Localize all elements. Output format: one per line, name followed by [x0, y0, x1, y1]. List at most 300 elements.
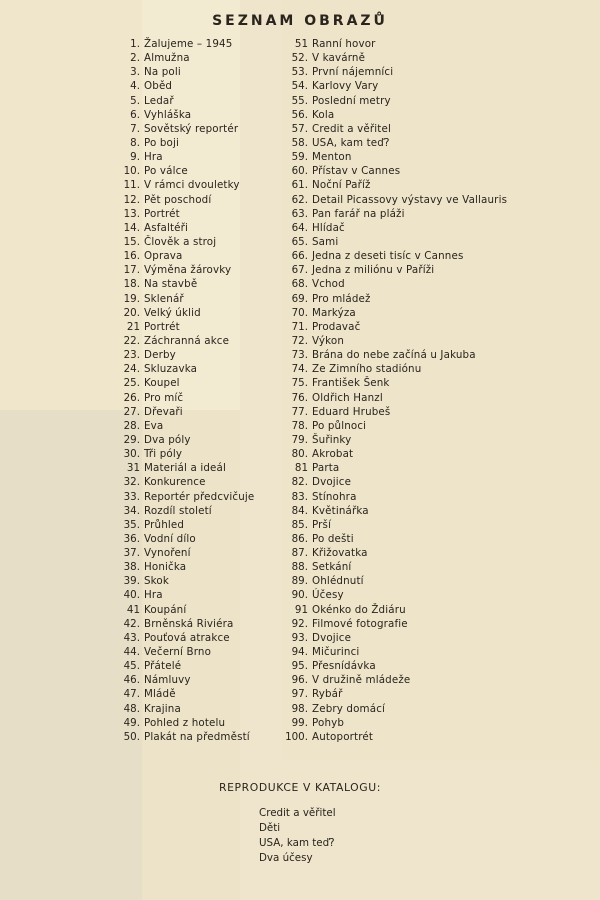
list-item	[280, 164, 507, 178]
item-title: Žalujeme – 1945	[144, 38, 233, 50]
item-title: Rozdíl století	[144, 504, 212, 517]
item-title: Po boji	[144, 136, 180, 149]
list-item	[280, 603, 507, 617]
list-item	[112, 348, 254, 362]
list-item	[280, 631, 507, 645]
item-title: Derby	[144, 349, 176, 362]
list-item	[280, 376, 507, 390]
item-title: Výkon	[312, 334, 345, 347]
reproduction-item: USA, kam teď?	[259, 837, 335, 849]
item-number: 96.	[291, 674, 308, 687]
list-item	[112, 631, 254, 645]
item-title: Autoportrét	[312, 730, 374, 743]
item-title: Dvojice	[312, 476, 352, 489]
list-item	[280, 433, 507, 447]
list-item	[112, 79, 254, 93]
list-item	[112, 588, 254, 602]
item-title: Záchranná akce	[144, 334, 230, 347]
item-title: Po válce	[144, 165, 188, 178]
item-number: 39.	[123, 575, 140, 588]
list-item	[280, 673, 507, 687]
item-title: Oldřich Hanzl	[312, 391, 383, 404]
list-item	[280, 235, 507, 249]
list-item	[112, 730, 254, 744]
list-item	[112, 475, 254, 489]
item-title: Pan farář na pláži	[312, 207, 405, 220]
item-title: Skluzavka	[144, 363, 198, 376]
list-item	[112, 560, 254, 574]
item-number: 62.	[291, 193, 308, 206]
item-title: Ranní hovor	[312, 38, 376, 50]
list-item	[112, 419, 254, 433]
item-title: Ohlédnutí	[312, 575, 364, 588]
image-list-right	[280, 37, 507, 744]
list-item	[280, 348, 507, 362]
list-item	[280, 249, 507, 263]
list-item	[280, 617, 507, 631]
item-title: Zebry domácí	[312, 702, 386, 715]
item-number: 73.	[291, 349, 308, 362]
item-number: 55.	[291, 94, 308, 107]
image-list-left	[112, 37, 254, 744]
list-item	[112, 263, 254, 277]
list-item	[280, 518, 507, 532]
reproduction-item: Credit a věřitel	[259, 807, 336, 819]
list-item	[112, 659, 254, 673]
item-number: 54.	[291, 80, 308, 93]
item-title: Vynoření	[144, 547, 191, 560]
list-item	[280, 65, 507, 79]
list-item	[280, 659, 507, 673]
item-number: 66.	[291, 250, 308, 263]
item-title: Křižovatka	[312, 547, 368, 560]
item-title: Mičurinci	[312, 646, 360, 659]
item-number: 95.	[291, 660, 308, 673]
item-number: 52.	[291, 52, 308, 65]
item-number: 65.	[291, 235, 308, 248]
item-number: 37.	[123, 547, 140, 560]
item-number: 77.	[291, 405, 308, 418]
reproduction-item: Dva účesy	[259, 852, 313, 864]
item-title: Přátelé	[144, 660, 182, 673]
item-title: První nájemníci	[312, 66, 394, 79]
item-number: 57.	[291, 122, 308, 135]
item-number: 74.	[291, 363, 308, 376]
list-item	[112, 391, 254, 405]
item-number: 43.	[123, 631, 140, 644]
item-title: Krajina	[144, 702, 181, 715]
item-number: 9.	[130, 151, 140, 164]
item-number: 41	[126, 603, 140, 616]
list-item	[112, 574, 254, 588]
item-title: Kola	[312, 108, 335, 121]
item-number: 47.	[123, 688, 140, 701]
item-number: 20.	[123, 306, 140, 319]
list-item	[112, 687, 254, 701]
list-item	[112, 94, 254, 108]
item-number: 87.	[291, 547, 308, 560]
item-title: Parta	[312, 462, 340, 475]
item-title: Jedna z deseti tisíc v Cannes	[312, 250, 464, 263]
item-number: 45.	[123, 660, 140, 673]
item-title: Pohyb	[312, 716, 345, 729]
item-number: 92.	[291, 617, 308, 630]
item-number: 25.	[123, 377, 140, 390]
item-number: 21	[126, 320, 140, 333]
list-item	[280, 490, 507, 504]
list-item	[112, 150, 254, 164]
item-title: Hlídač	[312, 221, 345, 234]
item-number: 58.	[291, 136, 308, 149]
item-title: Karlovy Vary	[312, 80, 379, 93]
list-item	[112, 235, 254, 249]
item-title: Člověk a stroj	[144, 235, 217, 248]
list-item	[280, 461, 507, 475]
item-number: 53.	[291, 66, 308, 79]
item-title: Ledař	[144, 94, 174, 107]
item-title: Pouťová atrakce	[144, 631, 230, 644]
item-number: 80.	[291, 448, 308, 461]
list-item	[112, 221, 254, 235]
item-title: Filmové fotografie	[312, 617, 408, 630]
list-item	[112, 532, 254, 546]
list-item	[112, 362, 254, 376]
list-item	[112, 108, 254, 122]
item-number: 4.	[130, 80, 140, 93]
list-item	[112, 193, 254, 207]
list-item	[112, 136, 254, 150]
item-title: Hra	[144, 151, 163, 164]
item-title: Portrét	[144, 207, 180, 220]
item-title: Prodavač	[312, 320, 361, 333]
list-item	[280, 306, 507, 320]
item-number: 34.	[123, 504, 140, 517]
item-title: Jedna z miliónu v Paříži	[312, 264, 435, 277]
list-item	[280, 362, 507, 376]
item-number: 2.	[130, 52, 140, 65]
item-title: Po půlnoci	[312, 419, 367, 432]
item-number: 69.	[291, 292, 308, 305]
item-number: 94.	[291, 646, 308, 659]
list-item	[112, 164, 254, 178]
item-number: 79.	[291, 433, 308, 446]
list-item	[112, 673, 254, 687]
item-number: 27.	[123, 405, 140, 418]
list-item	[280, 207, 507, 221]
item-title: V družině mládeže	[312, 674, 411, 687]
list-item	[112, 178, 254, 192]
list-item	[280, 702, 507, 716]
list-item	[112, 51, 254, 65]
item-title: Námluvy	[144, 674, 191, 687]
item-title: Výměna žárovky	[144, 264, 232, 277]
item-number: 63.	[291, 207, 308, 220]
item-title: Setkání	[312, 561, 352, 574]
item-title: Sami	[312, 235, 339, 248]
list-item	[280, 122, 507, 136]
item-number: 23.	[123, 349, 140, 362]
item-number: 85.	[291, 518, 308, 531]
item-number: 10.	[123, 165, 140, 178]
item-number: 35.	[123, 518, 140, 531]
item-number: 3.	[130, 66, 140, 79]
item-title: Menton	[312, 151, 352, 164]
item-number: 89.	[291, 575, 308, 588]
item-number: 46.	[123, 674, 140, 687]
item-title: František Šenk	[312, 377, 390, 390]
item-title: Poslední metry	[312, 94, 391, 107]
item-title: Dřevaři	[144, 405, 183, 418]
item-number: 7.	[130, 122, 140, 135]
list-item	[112, 207, 254, 221]
item-title: Credit a věřitel	[312, 122, 391, 135]
list-item	[112, 122, 254, 136]
item-title: Brněnská Riviéra	[144, 617, 234, 630]
item-title: Květinářka	[312, 504, 369, 517]
list-item	[280, 108, 507, 122]
list-item	[280, 532, 507, 546]
list-item	[112, 645, 254, 659]
item-title: Detail Picassovy výstavy ve Vallauris	[312, 193, 508, 206]
item-title: Dva póly	[144, 433, 191, 446]
list-item	[280, 51, 507, 65]
list-item	[112, 461, 254, 475]
item-number: 42.	[123, 617, 140, 630]
item-title: V kavárně	[312, 52, 366, 65]
item-number: 8.	[130, 136, 140, 149]
item-number: 61.	[291, 179, 308, 192]
list-item	[280, 560, 507, 574]
item-number: 51	[294, 38, 308, 50]
item-number: 91	[294, 603, 308, 616]
list-item	[280, 221, 507, 235]
item-title: Oběd	[144, 80, 173, 93]
list-item	[112, 249, 254, 263]
list-item	[112, 433, 254, 447]
item-number: 22.	[123, 334, 140, 347]
item-title: Šuřinky	[312, 433, 352, 446]
item-title: Prší	[312, 518, 332, 531]
item-number: 97.	[291, 688, 308, 701]
item-title: Průhled	[144, 518, 185, 531]
item-number: 12.	[123, 193, 140, 206]
list-item	[280, 574, 507, 588]
list-item	[112, 65, 254, 79]
item-title: Pohled z hotelu	[144, 716, 226, 729]
item-title: Pět poschodí	[144, 193, 212, 206]
item-number: 56.	[291, 108, 308, 121]
list-item	[112, 405, 254, 419]
item-title: Pro mládež	[312, 292, 371, 305]
list-item	[112, 546, 254, 560]
item-number: 29.	[123, 433, 140, 446]
item-number: 60.	[291, 165, 308, 178]
item-title: Večerní Brno	[144, 646, 212, 659]
item-title: Honička	[144, 561, 187, 574]
item-number: 86.	[291, 532, 308, 545]
item-title: Markýza	[312, 306, 356, 319]
list-item	[112, 292, 254, 306]
item-title: Materiál a ideál	[144, 462, 226, 475]
list-item	[280, 292, 507, 306]
item-title: Akrobat	[312, 448, 354, 461]
list-item	[112, 277, 254, 291]
list-item	[112, 504, 254, 518]
list-item	[280, 645, 507, 659]
item-title: Eduard Hrubeš	[312, 405, 391, 418]
item-title: Plakát na předměstí	[144, 730, 250, 743]
item-number: 40.	[123, 589, 140, 602]
item-title: Ze Zimního stadiónu	[312, 363, 422, 376]
item-title: Po dešti	[312, 532, 354, 545]
item-title: Reportér předcvičuje	[144, 490, 255, 503]
reproductions-heading: REPRODUKCE V KATALOGU:	[219, 781, 381, 794]
list-item	[280, 136, 507, 150]
item-title: Na stavbě	[144, 278, 198, 291]
item-number: 32.	[123, 476, 140, 489]
list-item	[280, 79, 507, 93]
item-number: 83.	[291, 490, 308, 503]
list-item	[280, 334, 507, 348]
item-number: 48.	[123, 702, 140, 715]
list-item	[280, 419, 507, 433]
item-title: Noční Paříž	[312, 179, 371, 192]
item-number: 50.	[123, 730, 140, 743]
list-item	[280, 716, 507, 730]
item-number: 28.	[123, 419, 140, 432]
item-number: 71.	[291, 320, 308, 333]
list-item	[280, 277, 507, 291]
list-item	[112, 617, 254, 631]
item-title: Eva	[144, 419, 164, 432]
item-title: Přesnídávka	[312, 660, 376, 673]
item-title: Almužna	[144, 52, 190, 65]
item-title: Velký úklid	[144, 306, 201, 319]
list-item	[280, 391, 507, 405]
item-number: 44.	[123, 646, 140, 659]
list-item	[280, 178, 507, 192]
item-title: Okénko do Ždiáru	[312, 603, 406, 616]
item-title: Stínohra	[312, 490, 357, 503]
item-number: 14.	[123, 221, 140, 234]
list-item	[280, 94, 507, 108]
item-title: Vyhláška	[144, 108, 192, 121]
item-title: Dvojice	[312, 631, 352, 644]
item-number: 17.	[123, 264, 140, 277]
list-item	[280, 263, 507, 277]
item-title: Tři póly	[144, 448, 183, 461]
list-item	[280, 504, 507, 518]
list-item	[280, 546, 507, 560]
item-number: 90.	[291, 589, 308, 602]
item-number: 75.	[291, 377, 308, 390]
item-number: 13.	[123, 207, 140, 220]
item-number: 98.	[291, 702, 308, 715]
list-item	[280, 320, 507, 334]
item-number: 11.	[123, 179, 140, 192]
item-number: 49.	[123, 716, 140, 729]
item-title: Mládě	[144, 688, 176, 701]
list-item	[112, 306, 254, 320]
item-number: 82.	[291, 476, 308, 489]
item-title: Přístav v Cannes	[312, 165, 401, 178]
list-item	[280, 447, 507, 461]
item-title: Skok	[144, 575, 169, 588]
item-number: 59.	[291, 151, 308, 164]
item-number: 64.	[291, 221, 308, 234]
reproduction-item: Děti	[259, 822, 281, 834]
item-number: 19.	[123, 292, 140, 305]
item-number: 16.	[123, 250, 140, 263]
item-number: 84.	[291, 504, 308, 517]
list-item	[112, 518, 254, 532]
item-title: Hra	[144, 589, 163, 602]
item-title: USA, kam teď?	[312, 136, 390, 149]
list-item	[280, 588, 507, 602]
item-title: Oprava	[144, 250, 183, 263]
item-title: Rybář	[312, 688, 343, 701]
item-title: V rámci dvouletky	[144, 179, 240, 192]
item-number: 30.	[123, 448, 140, 461]
item-number: 76.	[291, 391, 308, 404]
item-title: Konkurence	[144, 476, 206, 489]
reproductions-list	[259, 806, 336, 866]
item-number: 18.	[123, 278, 140, 291]
list-item	[280, 405, 507, 419]
item-number: 81	[294, 462, 308, 475]
item-title: Brána do nebe začíná u Jakuba	[312, 349, 476, 362]
list-item	[280, 687, 507, 701]
list-item	[112, 447, 254, 461]
item-title: Koupel	[144, 377, 180, 390]
item-number: 72.	[291, 334, 308, 347]
list-item	[112, 490, 254, 504]
item-title: Vchod	[312, 278, 345, 291]
page-title: SEZNAM OBRAZŮ	[212, 13, 388, 30]
item-number: 36.	[123, 532, 140, 545]
list-item	[280, 475, 507, 489]
list-item	[112, 320, 254, 334]
item-number: 26.	[123, 391, 140, 404]
list-item	[280, 37, 507, 51]
item-title: Na poli	[144, 66, 181, 79]
item-number: 100.	[285, 730, 308, 743]
item-number: 70.	[291, 306, 308, 319]
item-number: 78.	[291, 419, 308, 432]
item-number: 99.	[291, 716, 308, 729]
item-number: 6.	[130, 108, 140, 121]
item-title: Vodní dílo	[144, 532, 196, 545]
list-item	[280, 150, 507, 164]
list-item	[112, 603, 254, 617]
list-item	[112, 376, 254, 390]
item-number: 33.	[123, 490, 140, 503]
item-number: 38.	[123, 561, 140, 574]
item-title: Portrét	[144, 320, 180, 333]
item-number: 88.	[291, 561, 308, 574]
item-number: 31	[126, 462, 140, 475]
item-title: Pro míč	[144, 391, 184, 404]
item-title: Účesy	[312, 589, 344, 602]
item-number: 67.	[291, 264, 308, 277]
item-number: 1.	[130, 38, 140, 50]
list-item	[280, 193, 507, 207]
list-item	[112, 702, 254, 716]
list-item	[112, 334, 254, 348]
item-number: 93.	[291, 631, 308, 644]
list-item	[280, 730, 507, 744]
item-title: Sklenář	[144, 292, 184, 305]
